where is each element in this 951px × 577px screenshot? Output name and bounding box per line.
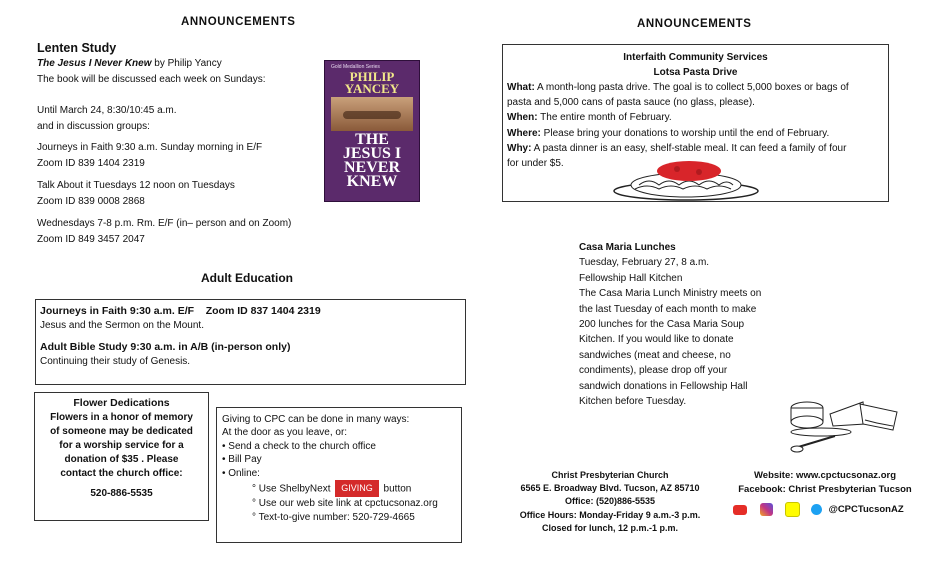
group-line: Wednesdays 7-8 p.m. Rm. E/F (in– person and on Zoom) (37, 218, 292, 229)
lenten-line: Until March 24, 8:30/10:45 a.m. (37, 105, 177, 116)
casa-maria-section (579, 240, 761, 409)
giving-box (216, 407, 462, 543)
where-text: Please bring your donations to worship until the end of February. (540, 127, 830, 139)
flower-line: donation of $35 . Please (64, 454, 179, 465)
instagram-icon[interactable] (760, 503, 773, 516)
giving-bullet: • Bill Pay (222, 454, 262, 466)
sandwich-image (785, 384, 905, 464)
church-lunch: Closed for lunch, 12 p.m.-1 p.m. (541, 522, 679, 533)
giving-button[interactable]: GIVING (335, 480, 379, 497)
why-text-cont: for under $5. (507, 158, 564, 170)
pasta-drive-title: Lotsa Pasta Drive (653, 67, 738, 78)
flower-line: of someone may be dedicated (50, 426, 193, 437)
social-handle[interactable]: @CPCTucsonAZ (828, 504, 904, 515)
group-line: Talk About it Tuesdays 12 noon on Tuesdays (37, 180, 235, 191)
book-eyes-art (343, 111, 401, 119)
church-office-phone: Office: (520)886-5535 (564, 496, 656, 507)
social-row (733, 502, 904, 517)
casa-maria-title: Casa Maria Lunches (579, 242, 676, 253)
why-label: Why: (507, 142, 532, 154)
bible-study-heading: Adult Bible Study 9:30 a.m. in A/B (in-person only) (40, 341, 291, 353)
shelbynext-line: ° Use ShelbyNext GIVING button (222, 480, 461, 497)
church-hours: Office Hours: Monday-Friday 9 a.m.-3 p.m. (519, 509, 701, 520)
where-label: Where: (507, 127, 541, 139)
flower-phone: 520-886-5535 (90, 488, 153, 499)
giving-bullet: • Send a check to the church office (222, 440, 376, 452)
when-text: The entire month of February. (537, 112, 672, 124)
facebook-text[interactable]: Facebook: Christ Presbyterian Tucson (738, 483, 912, 495)
website-text[interactable]: Website: www.cpctucsonaz.org (754, 470, 896, 481)
casa-line: Kitchen before Tuesday. (579, 396, 687, 408)
why-text: A pasta dinner is an easy, shelf-stable meal. It can feed a family of four (531, 142, 847, 154)
adult-education-box (35, 299, 466, 385)
book-cover-image (324, 60, 420, 202)
spaghetti-plate-image (611, 157, 761, 201)
youtube-icon[interactable] (733, 505, 747, 515)
casa-line: the last Tuesday of each month to make (579, 303, 757, 315)
zoom-id: Zoom ID 839 1404 2319 (37, 158, 145, 169)
right-announcements-header: ANNOUNCEMENTS (637, 18, 752, 30)
casa-line: Kitchen. If you would like to donate (579, 334, 734, 346)
flower-dedications-box (34, 392, 209, 521)
giving-bullet: • Online: (222, 467, 260, 479)
snapchat-icon[interactable] (785, 502, 800, 517)
what-text-cont: pasta and 5,000 cans of pasta sauce (no glass, please). (507, 97, 755, 109)
casa-line: The Casa Maria Lunch Ministry meets on (579, 288, 762, 300)
web-info (734, 469, 916, 496)
giving-door: At the door as you leave, or: (222, 427, 348, 439)
book-title: The Jesus I Never Knew (37, 58, 152, 69)
flower-dedications-title: Flower Dedications (73, 397, 170, 409)
church-name: Christ Presbyterian Church (551, 470, 669, 480)
book-series: Gold Medallion Series (331, 64, 380, 70)
casa-line: Fellowship Hall Kitchen (579, 272, 683, 284)
bible-study-description: Continuing their study of Genesis. (40, 356, 191, 367)
lenten-line: The book will be discussed each week on Sundays: (37, 74, 266, 85)
book-author: by Philip Yancy (151, 58, 222, 69)
casa-line: sandwiches (meat and cheese, no (579, 349, 731, 361)
book-title-cover: THE JESUS I NEVER KNEW (342, 131, 402, 190)
group-line: Journeys in Faith 9:30 a.m. Sunday morning in E/F (37, 142, 263, 153)
left-announcements-header: ANNOUNCEMENTS (181, 16, 296, 28)
flower-line: for a worship service for a (59, 440, 184, 451)
text-to-give-line: ° Text-to-give number: 520-729-4665 (252, 511, 415, 523)
zoom-id: Zoom ID 839 0008 2868 (37, 196, 145, 207)
lenten-study-section (37, 41, 327, 248)
casa-line: Tuesday, February 27, 8 a.m. (579, 257, 710, 269)
when-label: When: (507, 112, 538, 124)
book-author-cover: PHILIP YANCEY (344, 69, 400, 96)
church-info (492, 469, 728, 535)
lenten-line: and in discussion groups: (37, 121, 150, 132)
interfaith-title: Interfaith Community Services (623, 52, 768, 63)
interfaith-box (502, 44, 889, 202)
twitter-icon[interactable] (811, 504, 822, 515)
journeys-heading: Journeys in Faith 9:30 a.m. E/F Zoom ID 837 1404 2319 (40, 305, 321, 317)
casa-line: condiments), please drop off your (579, 365, 728, 377)
journeys-description: Jesus and the Sermon on the Mount. (40, 320, 204, 331)
church-address: 6565 E. Broadway Blvd. Tucson, AZ 85710 (520, 483, 700, 494)
flower-line: Flowers in a honor of memory (50, 412, 193, 423)
giving-intro: Giving to CPC can be done in many ways: (222, 414, 410, 425)
website-line: ° Use our web site link at cpctucsonaz.org (252, 498, 438, 510)
zoom-id: Zoom ID 849 3457 2047 (37, 234, 145, 245)
adult-education-title: Adult Education (201, 271, 293, 285)
casa-line: sandwich donations in Fellowship Hall (579, 380, 748, 392)
what-text: A month-long pasta drive. The goal is to collect 5,000 boxes or bags of (534, 82, 849, 93)
what-label: What: (507, 82, 535, 93)
lenten-study-title: Lenten Study (37, 41, 117, 55)
flower-line: contact the church office: (60, 468, 183, 479)
casa-line: 200 lunches for the Casa Maria Soup (579, 319, 745, 331)
